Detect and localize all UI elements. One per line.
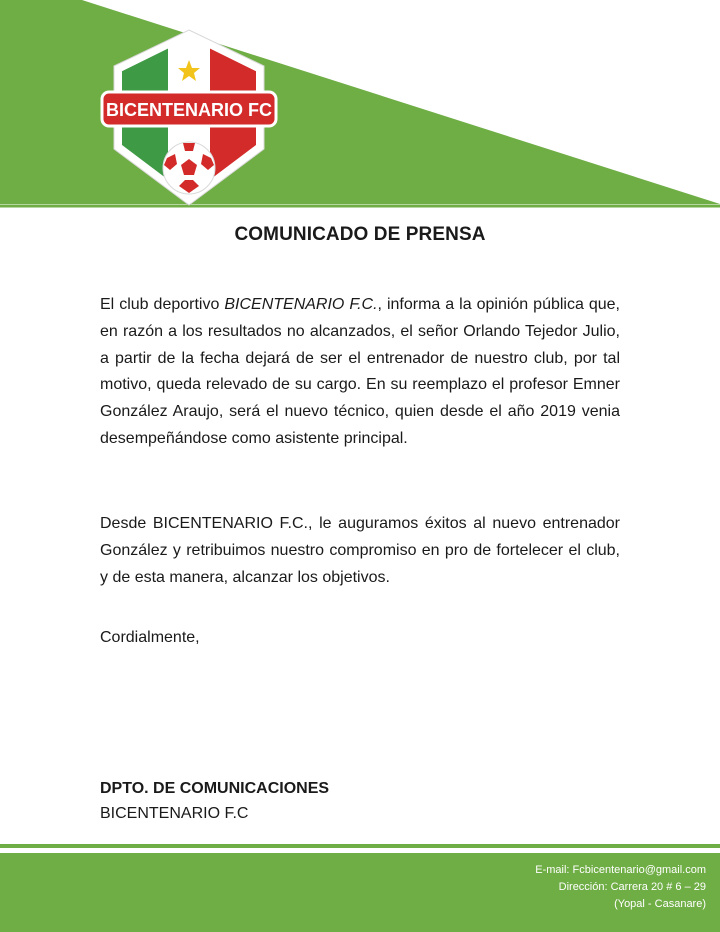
footer-address: Dirección: Carrera 20 # 6 – 29	[558, 881, 706, 893]
footer-city: (Yopal - Casanare)	[614, 898, 706, 910]
club-logo	[98, 28, 280, 208]
paragraph-1-club-name: BICENTENARIO F.C.	[224, 296, 378, 313]
page-title: COMUNICADO DE PRENSA	[234, 224, 486, 245]
paragraph-1-body: , informa a la opinión pública que, en razón a los resultados no alcanzados, el señor Orlando Tejedor Julio, a partir de la fecha dejará de ser el entrenador de nuestro club, por tal motivo, queda relevado de su cargo. En su reemplazo el profesor Emner González Araujo, será el nuevo técnico, quien desde el año 2019 venia desempeñándose como asistente principal.	[100, 296, 621, 447]
closing: Cordialmente,	[100, 629, 200, 646]
soccer-ball-icon	[163, 142, 215, 194]
footer-divider	[0, 844, 720, 848]
footer-contact	[535, 862, 706, 913]
footer-email: E-mail: Fcbicentenario@gmail.com	[535, 864, 706, 876]
paragraph-1-lead: El club deportivo	[100, 296, 225, 313]
signature-club: BICENTENARIO F.C	[100, 805, 249, 822]
paragraph-1	[100, 292, 620, 453]
paragraph-2: Desde BICENTENARIO F.C., le auguramos éxitos al nuevo entrenador González y retribuimos nuestro compromiso en pro de fortelecer el club, y de esta manera, alcanzar los objetivos.	[100, 515, 620, 586]
logo-text: BICENTENARIO FC	[106, 100, 272, 120]
signature-department: DPTO. DE COMUNICACIONES	[100, 780, 330, 797]
footer	[0, 844, 720, 932]
